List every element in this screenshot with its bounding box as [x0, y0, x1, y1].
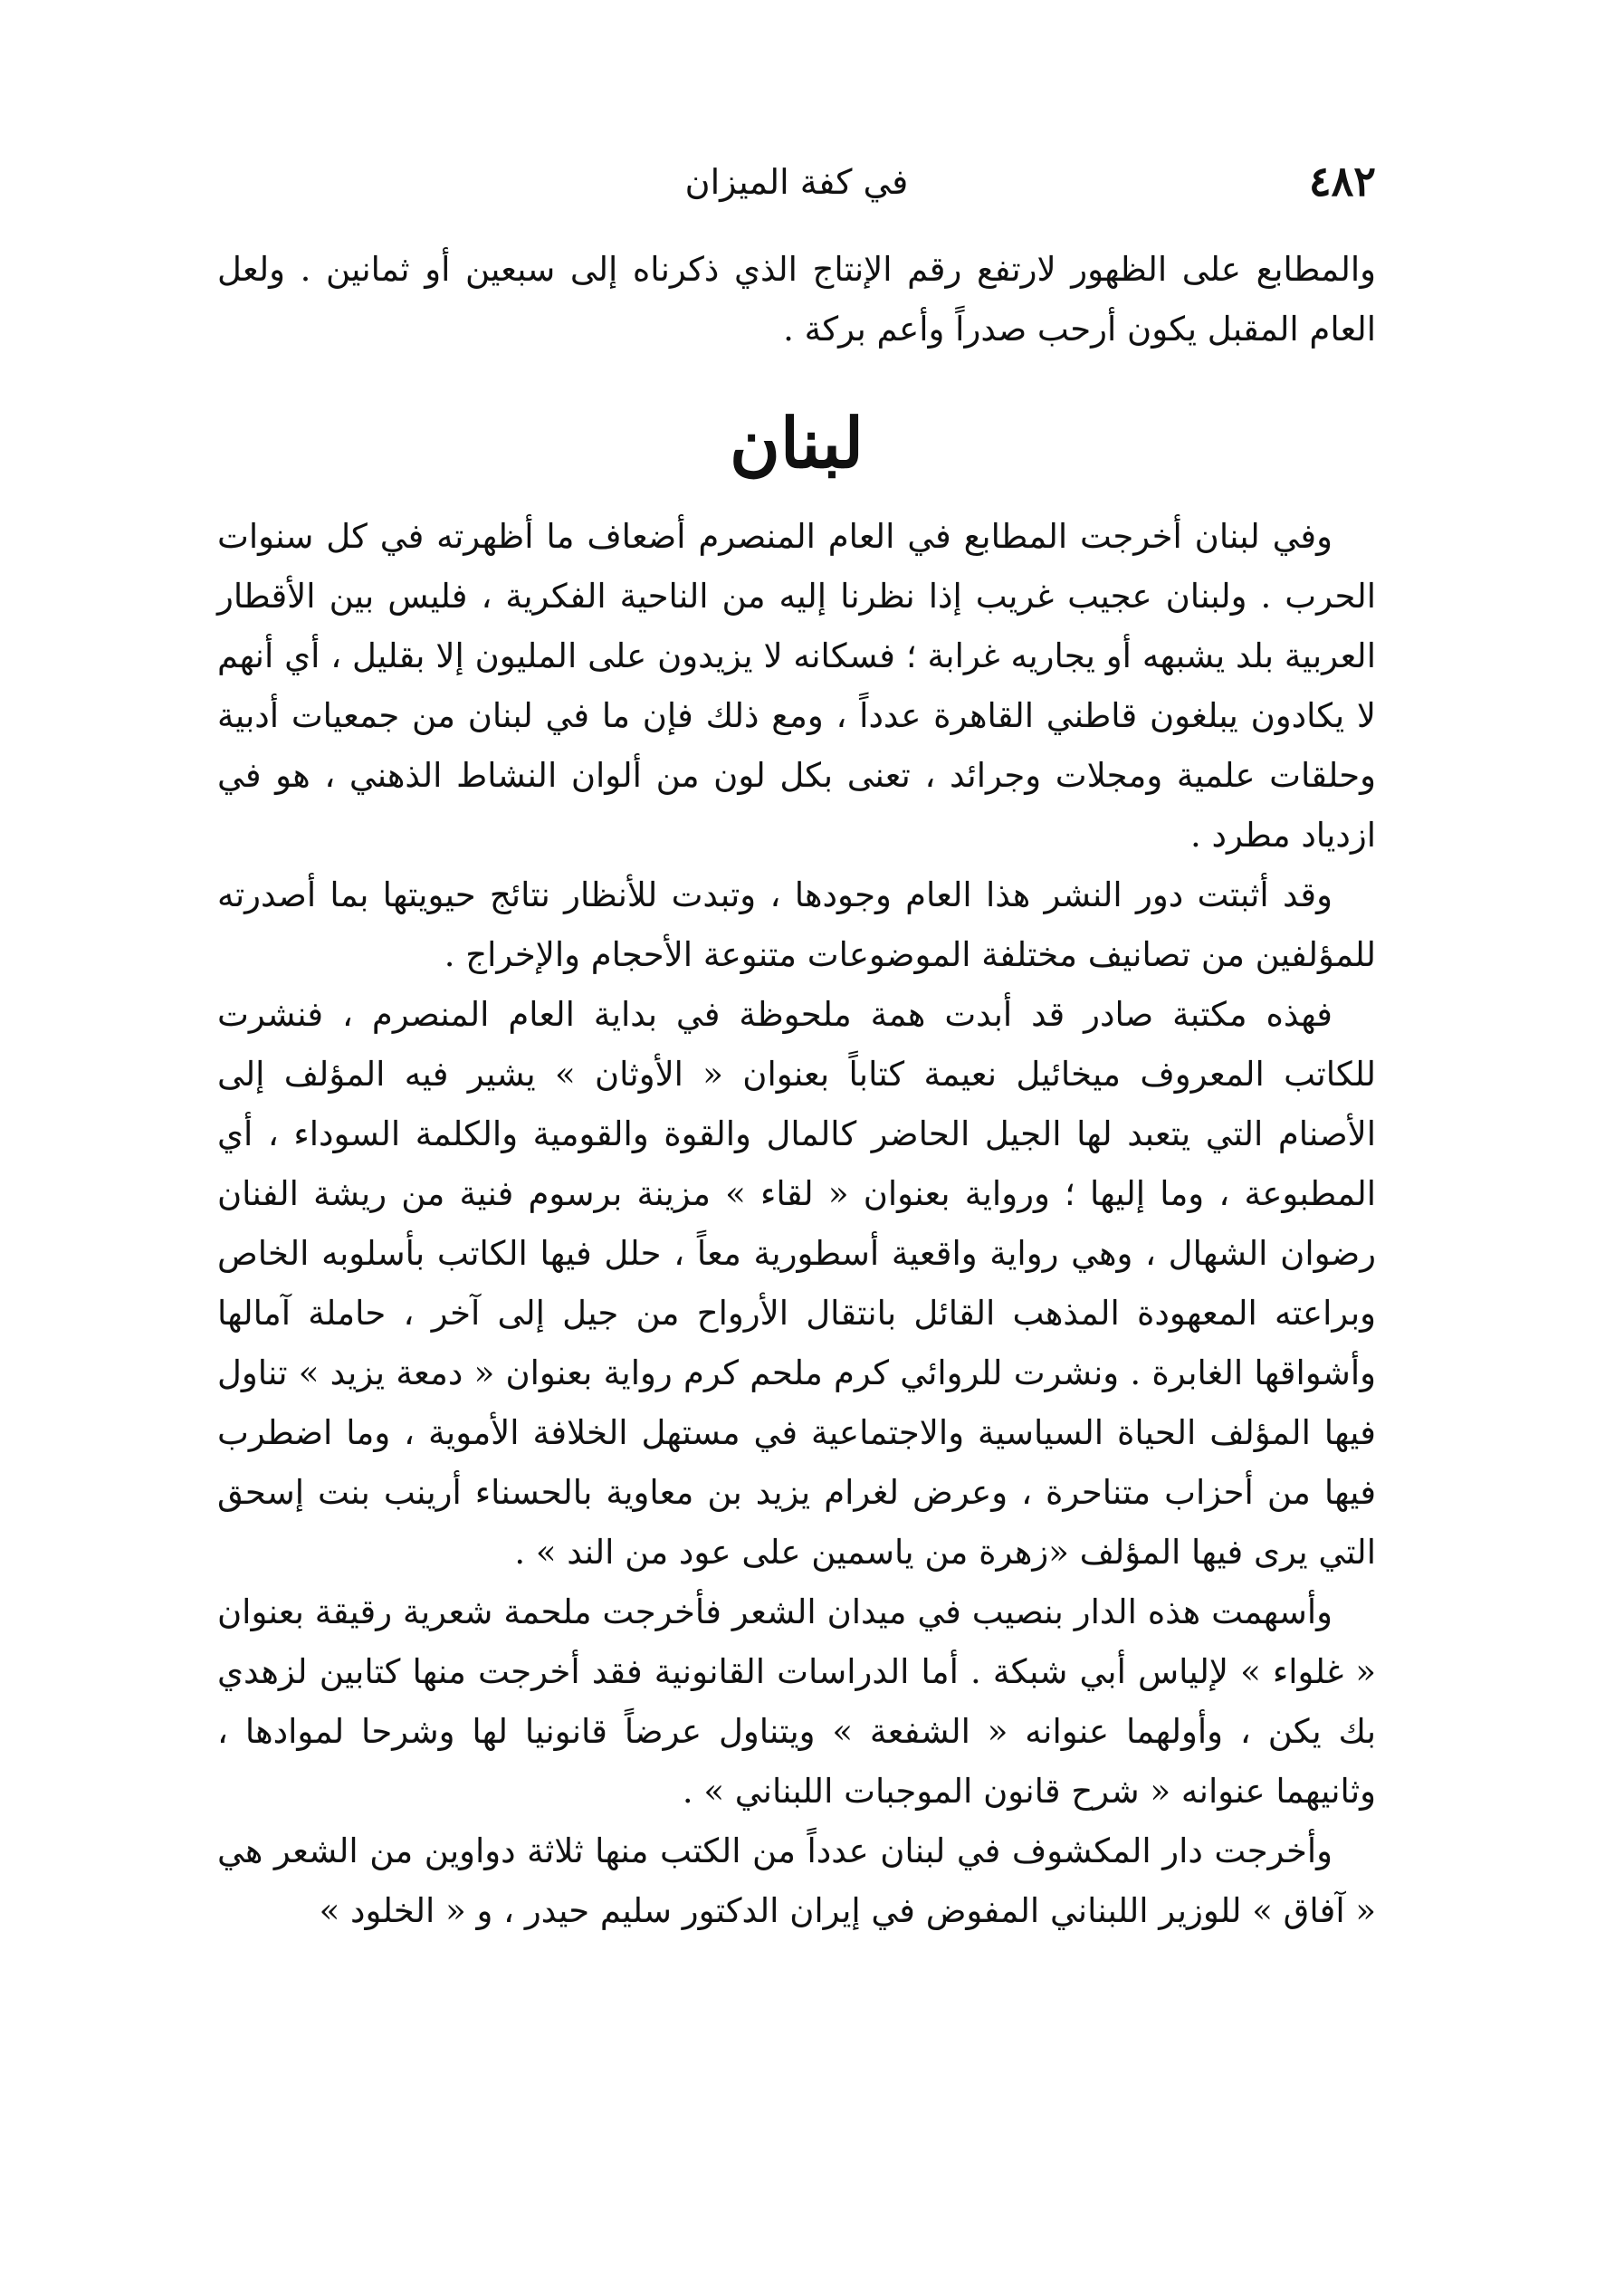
running-title: في كفة الميزان [684, 162, 909, 202]
section-title: لبنان [730, 403, 864, 483]
paragraph: وأسهمت هذه الدار بنصيب في ميدان الشعر فأخرجت ملحمة شعرية رقيقة بعنوان « غلواء » لإلياس أبي شبكة . أما الدراسات القانونية فقد أخرجت منها كتابين لزهدي بك يكن ، وأولهما عنوانه « الشفعة » ويتناول عرضاً قانونيا لها وشرحا لموادها ، وثانيهما عنوانه « شرح قانون الموجبات اللبناني » . [217, 1592, 1376, 1811]
paragraph: وقد أثبتت دور النشر هذا العام وجودها ، وتبدت للأنظار نتائج حيويتها بما أصدرته للمؤلفين من تصانيف مختلفة الموضوعات متنوعة الأحجام والإخراج . [217, 875, 1376, 974]
paragraph: وفي لبنان أخرجت المطابع في العام المنصرم أضعاف ما أظهرته في كل سنوات الحرب . ولبنان عجيب غريب إذا نظرنا إليه من الناحية الفكرية ، فليس بين الأقطار العربية بلد يشبهه أو يجاريه غرابة ؛ فسكانه لا يزيدون على المليون إلا بقليل ، أي أنهم لا يكادون يبلغون قاطني القاهرة عدداً ، ومع ذلك فإن ما في لبنان من جمعيات أدبية وحلقات علمية ومجلات وجرائد ، تعنى بكل لون من ألوان النشاط الذهني ، هو في ازدياد مطرد . [217, 517, 1376, 855]
section-body [217, 507, 1376, 1941]
paragraph: فهذه مكتبة صادر قد أبدت همة ملحوظة في بداية العام المنصرم ، فنشرت للكاتب المعروف ميخائيل نعيمة كتاباً بعنوان « الأوثان » يشير فيه المؤلف إلى الأصنام التي يتعبد لها الجيل الحاضر كالمال والقوة والقومية والكلمة السوداء ، أي المطبوعة ، وما إليها ؛ ورواية بعنوان « لقاء » مزينة برسوم فنية من ريشة الفنان رضوان الشهال ، وهي رواية واقعية أسطورية معاً ، حلل فيها الكاتب بأسلوبه الخاص وبراعته المعهودة المذهب القائل بانتقال الأرواح من جيل إلى آخر ، حاملة آمالها وأشواقها الغابرة . ونشرت للروائي كرم ملحم كرم رواية بعنوان « دمعة يزيد » تناول فيها المؤلف الحياة السياسية والاجتماعية في مستهل الخلافة الأموية ، وما اضطرب فيها من أحزاب متناحرة ، وعرض لغرام يزيد بن معاوية بالحسناء أرينب بنت إسحق التي يرى فيها المؤلف «زهرة من ياسمين على عود من الند » . [217, 995, 1376, 1572]
intro-paragraph: والمطابع على الظهور لارتفع رقم الإنتاج الذي ذكرناه إلى سبعين أو ثمانين . ولعل العام المقبل يكون أرحب صدراً وأعم بركة . [217, 250, 1376, 349]
paragraph: وأخرجت دار المكشوف في لبنان عدداً من الكتب منها ثلاثة دواوين من الشعر هي « آفاق » للوزير اللبناني المفوض في إيران الدكتور سليم حيدر ، و « الخلود » [217, 1831, 1376, 1930]
running-header [217, 154, 1376, 217]
intro-text [217, 240, 1376, 359]
page-number: ٤٨٢ [1308, 157, 1376, 206]
